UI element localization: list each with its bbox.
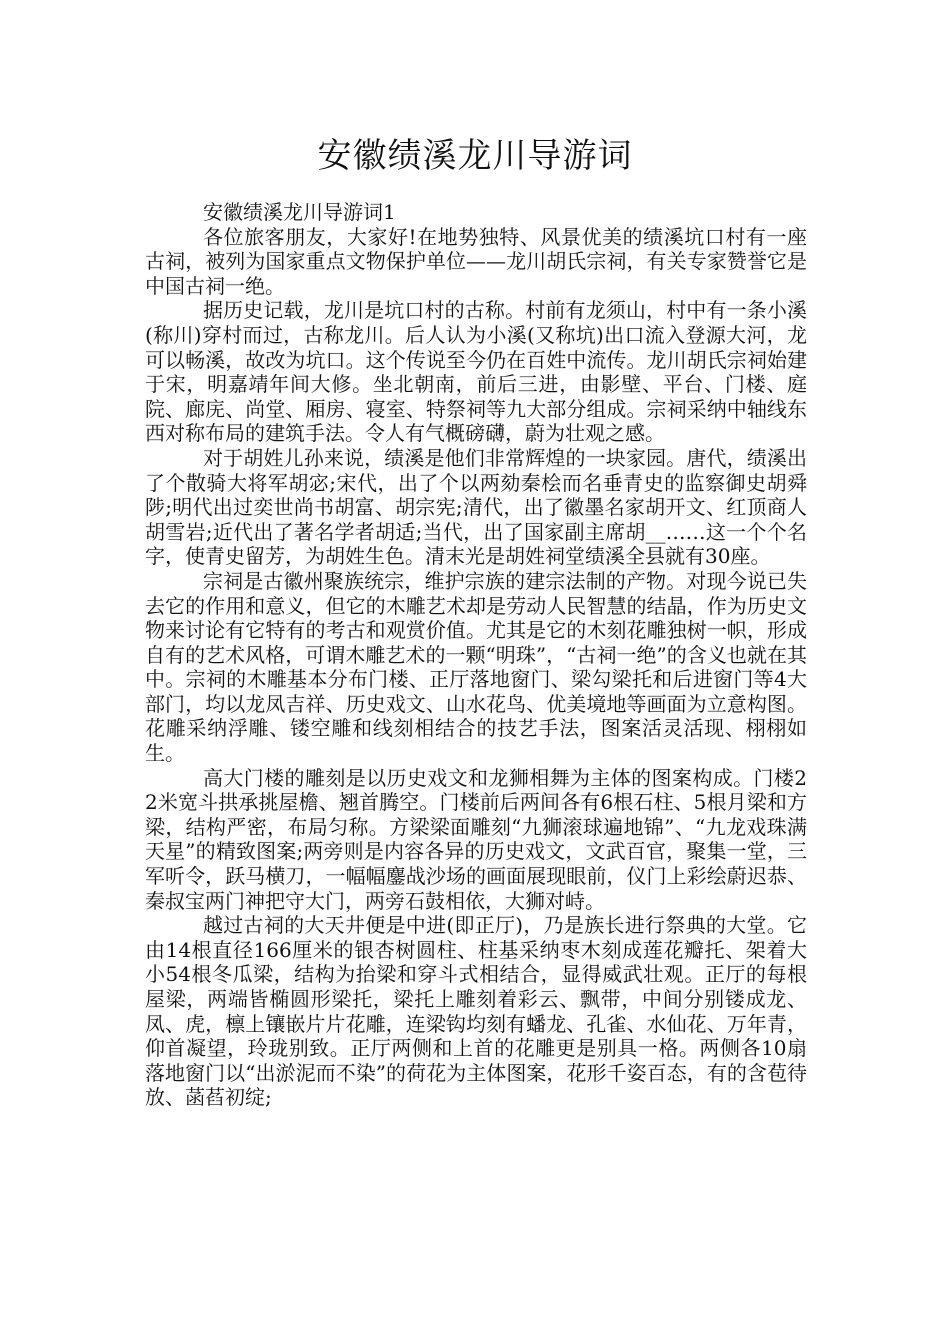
document-body <box>145 200 807 1110</box>
document-title: 安徽绩溪龙川导游词 <box>317 136 633 176</box>
paragraph-woodcarving: 宗祠是古徽州聚族统宗，维护宗族的建宗法制的产物。对现今说已失去它的作用和意义，但它的木雕艺术却是劳动人民智慧的结晶，作为历史文物来讨论有它特有的考古和观赏价值。尤其是它的木刻花雕独树一帜，形成自有的艺术风格，可谓木雕艺术的一颗“明珠”，“古祠一绝”的含义也就在其中。宗祠的木雕基本分布门楼、正厅落地窗门、梁勾梁托和后进窗门等4大部门，均以龙凤吉祥、历史戏文、山水花鸟、优美境地等画面为立意构图。花雕采纳浮雕、镂空雕和线刻相结合的技艺手法，图案活灵活现、栩栩如生。 <box>145 568 807 766</box>
paragraph-history: 据历史记载，龙川是坑口村的古称。村前有龙须山，村中有一条小溪(称川)穿村而过，古称龙川。后人认为小溪(又称坑)出口流入登源大河，龙可以畅溪，故改为坑口。这个传说至今仍在百姓中流传。龙川胡氏宗祠始建于宋，明嘉靖年间大修。坐北朝南，前后三进，由影壁、平台、门楼、庭院、廊庑、尚堂、厢房、寝室、特祭祠等九大部分组成。宗祠采纳中轴线东西对称布局的建筑手法。令人有气概磅礴，蔚为壮观之感。 <box>145 298 807 446</box>
paragraph-hu-family: 对于胡姓儿孙来说，绩溪是他们非常辉煌的一块家园。唐代，绩溪出了个散骑大将军胡宓;宋代，出了个以两劾秦桧而名垂青史的监察御史胡舜陟;明代出过奕世尚书胡富、胡宗宪;清代，出了徽墨名家胡开文、红顶商人胡雪岩;近代出了著名学者胡适;当代，出了国家副主席胡__……这一个个名字，使青史留芳，为胡姓生色。清末光是胡姓祠堂绩溪全县就有30座。 <box>145 445 807 569</box>
document-subtitle: 安徽绩溪龙川导游词1 <box>203 200 396 224</box>
paragraph-gate-tower: 高大门楼的雕刻是以历史戏文和龙狮相舞为主体的图案构成。门楼22米宽斗拱承挑屋檐、翘首腾空。门楼前后两间各有6根石柱、5根月梁和方梁，结构严密，布局匀称。方梁梁面雕刻“九狮滚球遍地锦”、“九龙戏珠满天星”的精致图案;两旁则是内容各异的历史戏文，文武百官，聚集一堂，三军听令，跃马横刀，一幅幅鏖战沙场的画面展现眼前，仪门上彩绘蔚迟恭、秦叔宝两门神把守大门，两旁石鼓相依，大狮对峙。 <box>145 765 807 913</box>
paragraph-main-hall: 越过古祠的大天井便是中进(即正厅)，乃是族长进行祭典的大堂。它由14根直径166厘米的银杏树圆柱、柱基采纳枣木刻成莲花瓣托、架着大小54根冬瓜梁，结构为抬梁和穿斗式相结合，显得威武壮观。正厅的每根屋梁，两端皆椭圆形梁托，梁托上雕刻着彩云、飘带，中间分别镂成龙、凤、虎，檩上镶嵌片片花雕，连梁钩均刻有蟠龙、孔雀、水仙花、万年青，仰首凝望，玲珑别致。正厅两侧和上首的花雕更是别具一格。两侧各10扇落地窗门以“出淤泥而不染”的荷花为主体图案，花形千姿百态，有的含苞待放、菡萏初绽; <box>145 913 807 1110</box>
paragraph-intro: 各位旅客朋友，大家好!在地势独特、风景优美的绩溪坑口村有一座古祠，被列为国家重点文物保护单位——龙川胡氏宗祠，有关专家赞誉它是中国古祠一绝。 <box>145 224 807 298</box>
